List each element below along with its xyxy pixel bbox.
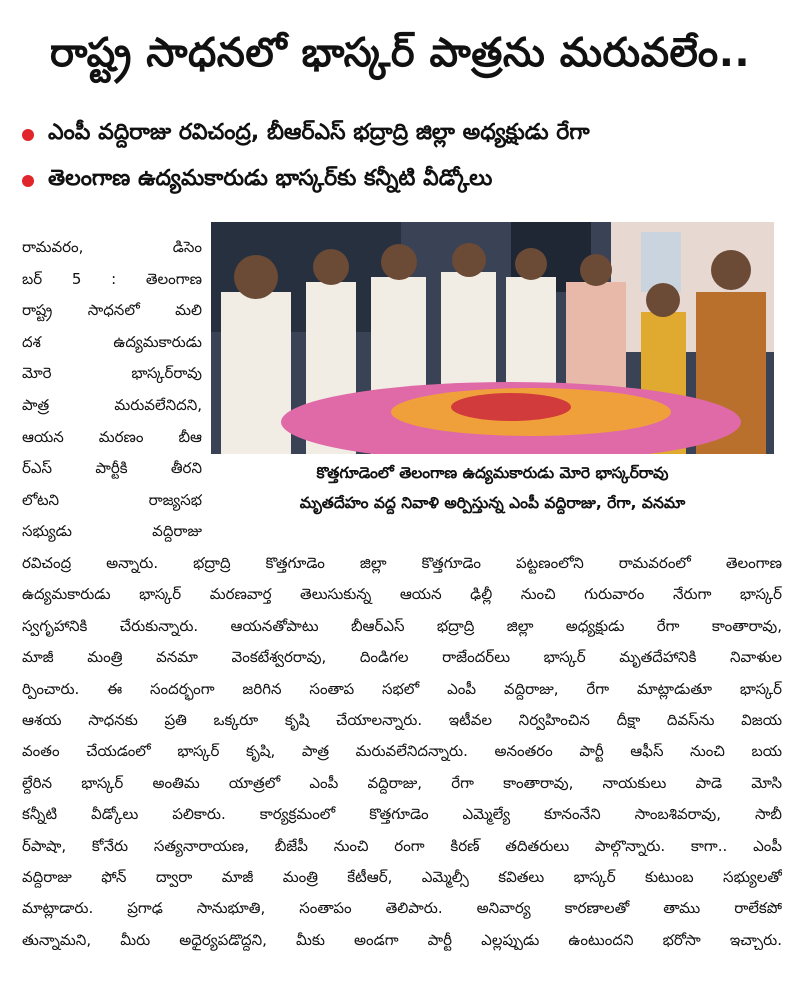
mourners-photo-illustration: [211, 222, 774, 454]
caption-line: మృతదేహం వద్ద నివాళి అర్పిస్తున్న ఎంపీ వద్దిరాజు, రేగా, వనమా: [299, 494, 686, 512]
intro-line: పాత్ర మరువలేనిదని,: [22, 395, 202, 414]
intro-line: దశ ఉద్యమకారుడు: [22, 332, 202, 351]
intro-line: మోరె భాస్కర్‌రావు: [22, 364, 202, 383]
body-line: స్వగృహానికి చేరుకున్నారు. ఆయనతోపాటు బీఆర్ఎస్ భద్రాద్రి జిల్లా అధ్యక్షుడు రేగా కాంతారావు,: [22, 616, 782, 635]
article-intro: [22, 232, 202, 548]
intro-line: ర్ఎస్ పార్టీకి తీరని: [22, 459, 202, 478]
intro-line: ఆయన మరణం బీఆ: [22, 427, 202, 446]
body-line: తున్నామని, మీరు అధైర్యపడొద్దని, మీకు అండగా పార్టీ ఎల్లప్పుడు ఉంటుందని భరోసా ఇచ్చారు.: [22, 930, 782, 949]
body-line: మాట్లాడారు. ప్రగాఢ సానుభూతి, సంతాపం తెలిపారు. అనివార్య కారణాలతో తాము రాలేకపో: [22, 899, 782, 918]
bullet-icon: [22, 175, 34, 187]
body-line: ఉద్యమకారుడు భాస్కర్ మరణవార్త తెలుసుకున్న ఆయన ఢిల్లీ నుంచి గురువారం నేరుగా భాస్కర్: [22, 585, 782, 604]
bullet-icon: [22, 129, 34, 141]
body-line: వద్దిరాజు ఫోన్ ద్వారా మాజీ మంత్రి కేటీఆర్, ఎమ్మెల్సీ కవితలు భాస్కర్ కుటుంబ సభ్యులతో: [22, 868, 782, 887]
body-line: ర్పించారు. ఈ సందర్భంగా జరిగిన సంతాప సభలో ఎంపీ వద్దిరాజు, రేగా మాట్లాడుతూ భాస్కర్: [22, 679, 782, 698]
intro-line: లోటని రాజ్యసభ: [22, 490, 202, 509]
body-line: ఆశయ సాధనకు ప్రతి ఒక్కరూ కృషి చేయాలన్నారు. ఇటీవల నిర్వహించిన దీక్షా దివస్‌ను విజయ: [22, 711, 782, 730]
body-line: ల్దేరిన భాస్కర్ అంతిమ యాత్రలో ఎంపీ వద్దిరాజు, రేగా కాంతారావు, నాయకులు పాడె మోసి: [22, 773, 782, 792]
subheadline-item: [22, 158, 782, 204]
body-line: వంతం చేయడంలో భాస్కర్ కృషి, పాత్ర మరువలేనిదన్నారు. అనంతరం పార్టీ ఆఫీస్ నుంచి బయ: [22, 742, 782, 761]
subheadline-list: [22, 112, 782, 204]
subheadline-text: తెలంగాణ ఉద్యమకారుడు భాస్కర్‌కు కన్నీటి వీడ్కోలు: [48, 166, 493, 191]
body-line: రవిచంద్ర అన్నారు. భద్రాద్రి కొత్తగూడెం జిల్లా కొత్తగూడెం పట్టణంలోని రామవరంలో తెలంగాణ: [22, 554, 782, 572]
caption-line: కొత్తగూడెంలో తెలంగాణ ఉద్యమకారుడు మోరె భాస్కర్‌రావు: [316, 464, 669, 482]
news-photo: [211, 222, 774, 454]
intro-line: బర్ 5 : తెలంగాణ: [22, 269, 202, 288]
intro-line: రాష్ట్ర సాధనలో మలి: [22, 301, 202, 320]
intro-line: సభ్యుడు వద్దిరాజు: [22, 522, 202, 541]
body-line: ర్‌పాషా, కోనేరు సత్యనారాయణ, బీజేపీ నుంచి రంగా కిరణ్ తదితరులు పాల్గొన్నారు. కాగా.. ఎంపీ: [22, 836, 782, 855]
headline: రాష్ట్ర సాధనలో భాస్కర్ పాత్రను మరువలేం..: [49, 30, 751, 76]
body-line: మాజీ మంత్రి వనమా వెంకటేశ్వరరావు, దిండిగల రాజేందర్‌లు భాస్కర్ మృతదేహానికి నివాళుల: [22, 648, 782, 667]
subheadline-item: [22, 112, 782, 158]
subheadline-text: ఎంపీ వద్దిరాజు రవిచంద్ర, బీఆర్ఎస్ భద్రాద్రి జిల్లా అధ్యక్షుడు రేగా: [48, 120, 590, 145]
body-line: కన్నీటి వీడ్కోలు పలికారు. కార్యక్రమంలో కొత్తగూడెం ఎమ్మెల్యే కూనంనేని సాంబశివరావు, సాబీ: [22, 805, 782, 824]
article-body: [22, 548, 782, 956]
intro-line: రామవరం, డిసెం: [22, 238, 202, 256]
photo-caption: [211, 458, 774, 518]
